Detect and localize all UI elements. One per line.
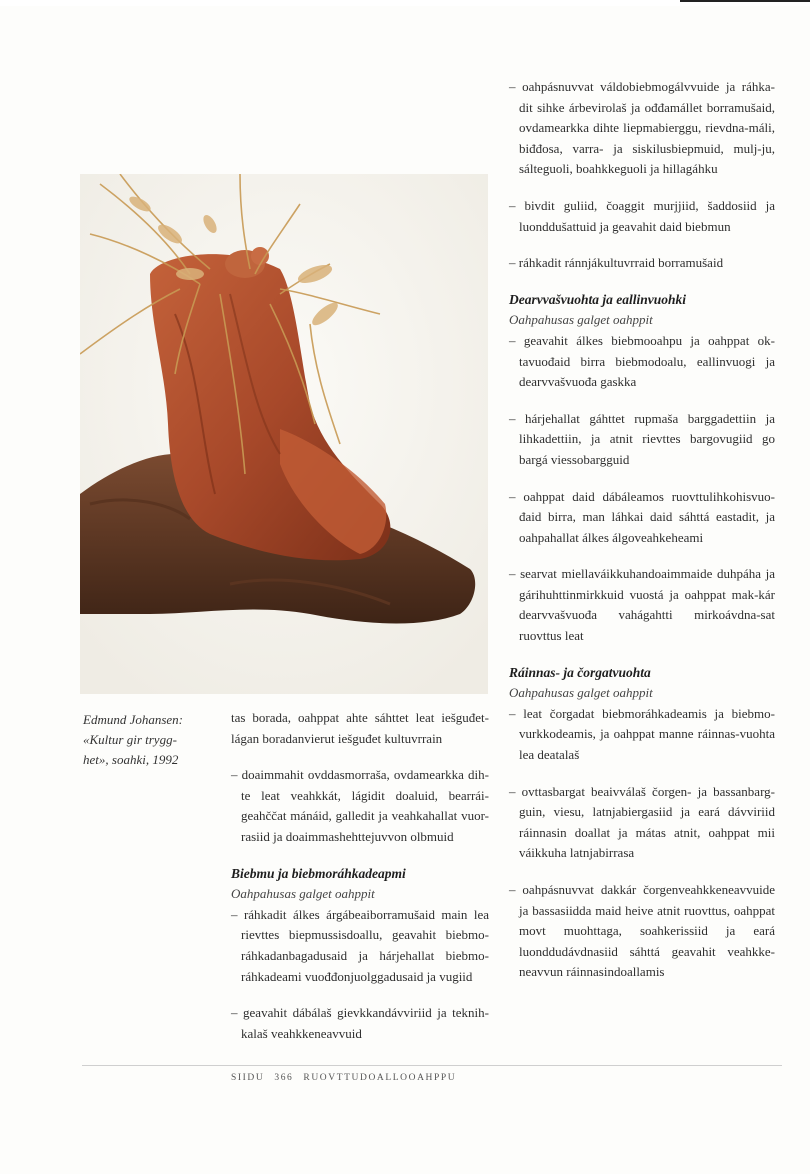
section-heading: Ráinnas- ja čorgatvuohta	[509, 664, 651, 680]
list-item: – geavahit álkes biebmooahpu ja oahppat ok-tavuođaid birra biebmodoalu, eallinvuogi ja dearvvašvuođa gaskka	[509, 332, 775, 390]
list-item: – geavahit dábálaš gievkkandávviriid ja teknih-kalaš veahkkeneavvuid	[231, 1005, 489, 1041]
top-edge-mark	[680, 0, 810, 2]
list-item: – leat čorgadat biebmoráhkadeamis ja biebmo-vurkkodeamis, ja oahppat manne ráinnas-vuohta lea deatalaš	[509, 705, 775, 763]
list-item: – doaimmahit ovddasmorraša, ovdamearkka dih-te leat veahkkát, lágidit doaluid, bearrái-geahččat mánáid, galledit ja veahkahallat vuor-rasiid ja doaimmashehttejuvvon olbmuid	[231, 767, 489, 844]
boot-sculpture-illustration	[80, 174, 488, 694]
list-item: – searvat miellaváikkuhandoaimmaide duhpáha ja gárihuhttinmirkkuid vuostá ja oahppat mak-kár dearvvašvuođa vahágahtti mirkoávdna-sat ruovttus leat	[509, 566, 775, 644]
section-subheading: Oahpahusas galget oahppit	[231, 886, 375, 902]
sculpture-photo	[80, 174, 488, 694]
list-item: – bivdit guliid, čoaggit murjjiid, šaddosiid ja luonddušattuid ja geavahit daid biebmun	[509, 197, 775, 234]
caption-line: «Kultur gir trygg-	[83, 732, 177, 747]
text-column-left	[231, 708, 489, 1060]
caption-line: Edmund Johansen:	[83, 712, 184, 727]
text-column-right	[509, 77, 775, 999]
caption-line: het», soahki, 1992	[83, 752, 179, 767]
section-subheading: Oahpahusas galget oahppit	[509, 685, 653, 701]
section-heading: Biebmu ja biebmoráhkadeapmi	[231, 865, 406, 881]
list-item: – oahpásnuvvat dakkár čorgenveahkkeneavvuide ja bassasiidda maid heive atnit ruovttus, oahppat movt muohttaga, soahkerissiid ja eará luonddudávdnasiid sáhttá geavahit veahkke-neavvun ráinnasindoallamis	[509, 882, 775, 980]
footer-rule	[82, 1065, 782, 1066]
section-subheading: Oahpahusas galget oahppit	[509, 312, 653, 328]
paragraph: tas borada, oahppat ahte sáhttet leat iešguđet-lágan boradanvierut iešguđet kultuvrrain	[231, 710, 489, 746]
section-heading: Dearvvašvuohta ja eallinvuohki	[509, 291, 687, 307]
page-footer	[231, 1073, 466, 1083]
list-item: – ráhkadit álkes árgábeaiborramušaid main lea rievttes biepmussisdoallu, geavahit biebmo-ráhkadanbagadusaid ja hárjehallat biebmo-ráhkadeami vuođđonjuolggadusaid ja vugiid	[231, 906, 489, 984]
top-edge	[0, 0, 810, 6]
photo-caption	[83, 710, 223, 770]
page-number: 366	[274, 1073, 294, 1083]
list-item: – oahppat daid dábáleamos ruovttulihkohisvuo-đaid birra, man láhkai daid sáhttá eastadit, ja oahpahallat álkes álgoveahkeheami	[509, 488, 775, 545]
list-item: – ráhkadit ránnjákultuvrraid borramušaid	[509, 255, 724, 271]
list-item: – oahpásnuvvat váldobiebmogálvvuide ja ráhka-dit sihke árbevirolaš ja ođđamállet borramušaid, ovdamearkka dihte liepmabierggu, rievdna-máli, biđđosa, varra- ja siskilusbiepmuid, mulj-ju, sálteguoli, boahkkeguoli ja hillagáhku	[509, 79, 775, 177]
footer-label: SIIDU	[231, 1073, 265, 1083]
list-item: – ovttasbargat beaivválaš čorgen- ja bassanbarg-guin, viesu, latnjabiergasiid ja eará dávviriid ráinnasin doallat ja mátas atnit, oahppat mii váikkuha latnjabirrasa	[509, 783, 775, 861]
list-item: – hárjehallat gáhttet rupmaša barggadettiin ja lihkadettiin, ja atnit rievttes bargovugiid go bargá viessobargguid	[509, 410, 775, 467]
book-title: RUOVTTUDOALLOOAHPPU	[303, 1073, 457, 1083]
